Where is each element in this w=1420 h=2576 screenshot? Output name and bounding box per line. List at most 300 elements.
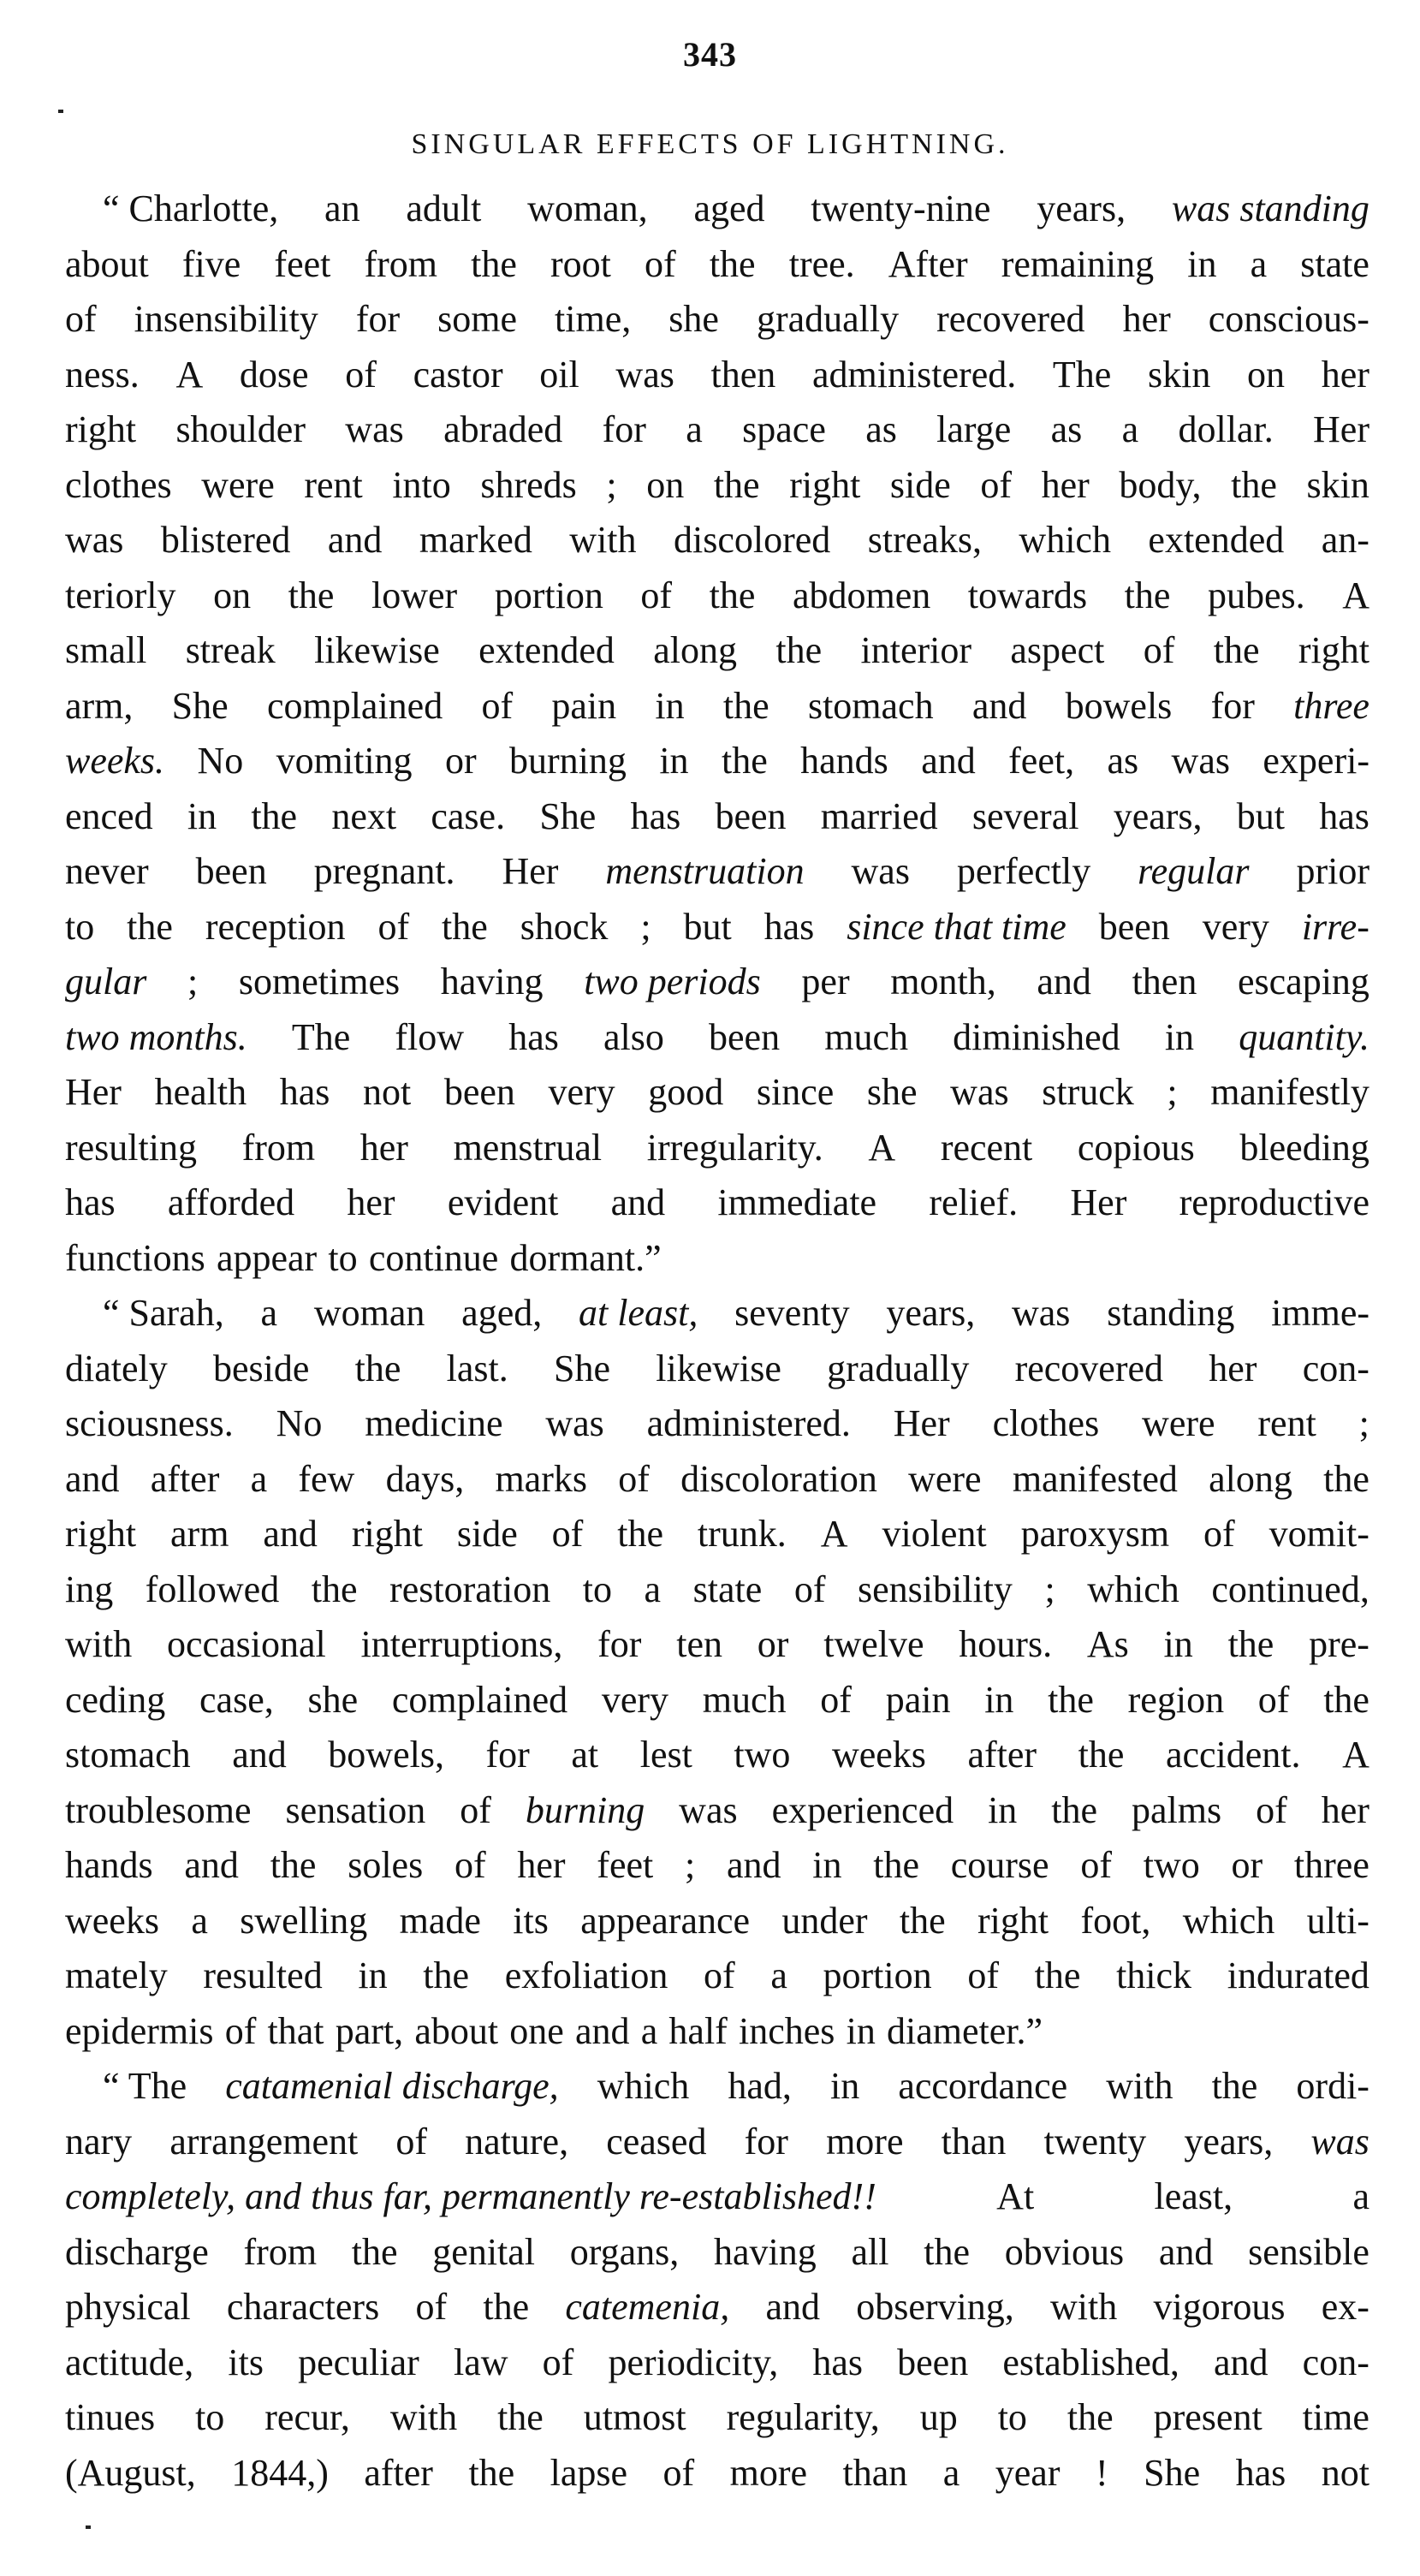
word: sensible [1248, 2230, 1369, 2273]
word: afforded [167, 1181, 295, 1223]
word: burning [509, 740, 627, 782]
word: A [1342, 1734, 1369, 1776]
word: she [866, 1071, 918, 1113]
word: She [1144, 2451, 1201, 2494]
word: the [468, 2451, 515, 2494]
word: (August, [65, 2451, 196, 2494]
word: which [1087, 1568, 1179, 1610]
word: diameter.” [887, 2009, 1043, 2052]
word: weeks [65, 1899, 159, 1942]
word: trunk. [697, 1513, 787, 1555]
word: good [648, 1071, 724, 1113]
word: ing [65, 1568, 114, 1610]
italic-word: catamenial discharge, [225, 2065, 559, 2107]
word: sometimes [238, 961, 401, 1002]
word: in [1164, 1015, 1195, 1058]
word: right [351, 1513, 423, 1555]
word: side [889, 463, 951, 506]
word: continue [368, 1236, 499, 1279]
word: of [793, 1568, 826, 1610]
word: in [187, 794, 217, 837]
word: Her [1070, 1181, 1127, 1223]
word: to [65, 905, 95, 948]
word: region [1127, 1678, 1225, 1721]
word: of [820, 1678, 852, 1721]
word: pre- [1309, 1623, 1369, 1665]
italic-word: catemenia, [565, 2286, 730, 2328]
word: the [1323, 1457, 1369, 1500]
word: hours. [959, 1623, 1053, 1665]
word: A [1342, 574, 1369, 616]
word: with [1050, 2286, 1118, 2328]
word: health [154, 1071, 247, 1113]
word: lower [371, 574, 458, 616]
word: escaping [1237, 961, 1369, 1002]
text-line [65, 1948, 1369, 2004]
word: for [597, 1623, 642, 1665]
word: never [65, 850, 149, 892]
word: portion [823, 1954, 932, 1996]
word: or [1231, 1844, 1263, 1886]
word: Her [893, 1402, 950, 1444]
word: the [288, 574, 335, 616]
word: few [298, 1457, 355, 1500]
text-line [65, 955, 1369, 1010]
text-line [65, 2280, 1369, 2335]
word: to [997, 2396, 1027, 2438]
word: restoration [389, 1568, 551, 1610]
word: has [65, 1181, 116, 1223]
word: state [1300, 242, 1369, 285]
text-line [65, 844, 1369, 900]
word: No [197, 740, 244, 782]
word: and [263, 1513, 318, 1555]
word: an- [1321, 519, 1369, 561]
word: about [414, 2009, 499, 2052]
word: having [440, 961, 544, 1002]
text-line [65, 2335, 1369, 2391]
word: then [710, 353, 776, 396]
word: nature, [465, 2120, 569, 2163]
word: extended [1148, 519, 1285, 561]
word: on [213, 574, 252, 616]
word: immediate [717, 1181, 877, 1223]
text-line [65, 1673, 1369, 1728]
word: at [571, 1734, 599, 1776]
text-line [65, 2225, 1369, 2281]
word: the [1227, 1623, 1274, 1665]
word: after [967, 1734, 1037, 1776]
word: a [942, 2451, 960, 2494]
word: into [392, 463, 451, 506]
word: towards [967, 574, 1088, 616]
word: the [270, 1844, 317, 1886]
word: the [423, 1954, 470, 1996]
word: and [574, 2009, 630, 2052]
italic-word: weeks. [65, 740, 165, 782]
word: ceased [606, 2120, 707, 2163]
word: twenty-nine [811, 187, 991, 229]
word: sensation [285, 1788, 426, 1831]
word: of [481, 684, 514, 727]
word: portion [494, 574, 603, 616]
word: large [936, 408, 1012, 450]
word: accordance [898, 2065, 1068, 2107]
word: aged [693, 187, 765, 229]
word: more [826, 2120, 904, 2163]
word: days, [385, 1457, 465, 1500]
word: tinues [65, 2396, 156, 2438]
word: medicine [365, 1402, 503, 1444]
text-line [65, 900, 1369, 955]
word: under [781, 1899, 868, 1942]
word: aspect [1010, 629, 1105, 671]
word: “ The [103, 2065, 187, 2107]
text-line [65, 2115, 1369, 2170]
word: shreds [480, 463, 577, 506]
word: feet [274, 242, 331, 285]
italic-word: quantity. [1239, 1015, 1369, 1058]
italic-word: since that time [847, 905, 1066, 948]
word: twenty [1043, 2120, 1147, 2163]
text-line [65, 1617, 1369, 1673]
word: discoloration [680, 1457, 877, 1500]
word: and [971, 684, 1027, 727]
word: the [1066, 2396, 1114, 2438]
word: followed [145, 1568, 280, 1610]
text-line [65, 1342, 1369, 1397]
word: as [1050, 408, 1083, 450]
word: up [919, 2396, 958, 2438]
word: or [444, 740, 477, 782]
word: of [662, 2451, 695, 2494]
word: established, [1002, 2341, 1179, 2383]
word: obvious [1004, 2230, 1125, 2273]
word: or [757, 1623, 789, 1665]
word: and [1214, 2341, 1268, 2383]
word: all [851, 2230, 889, 2273]
text-line [65, 1728, 1369, 1783]
word: that [267, 2009, 324, 2052]
word: ; [1358, 1402, 1369, 1444]
text-line [65, 2059, 1369, 2115]
word: feet [597, 1844, 654, 1886]
word: for [1210, 684, 1255, 727]
word: feet, [1008, 740, 1075, 782]
word: arm [170, 1513, 229, 1555]
word: and [610, 1181, 666, 1223]
word: of [551, 1513, 584, 1555]
word: marked [419, 519, 532, 561]
text-line [65, 237, 1369, 293]
word: which [597, 2065, 690, 2107]
word: ulti- [1306, 1899, 1369, 1942]
word: with [65, 1623, 133, 1665]
word: arrangement [169, 2120, 359, 2163]
word: she [307, 1678, 359, 1721]
word: a [686, 408, 703, 450]
word: abraded [443, 408, 563, 450]
word: streaks, [867, 519, 982, 561]
word: paroxysm [1020, 1513, 1170, 1555]
word: a [1352, 2175, 1369, 2217]
word: twelve [823, 1623, 924, 1665]
word: were [1142, 1402, 1215, 1444]
word: copious [1077, 1126, 1195, 1169]
word: case, [199, 1678, 274, 1721]
word: year [995, 2451, 1061, 2494]
word: inches [739, 2009, 835, 2052]
word: castor [413, 353, 503, 396]
word: appearance [580, 1899, 751, 1942]
word: characters [226, 2286, 380, 2328]
word: as [865, 408, 897, 450]
word: since [756, 1071, 835, 1113]
word: administered. [646, 1402, 851, 1444]
word: five [181, 242, 241, 285]
word: rent [304, 463, 363, 506]
word: the [1211, 2065, 1258, 2107]
word: arm, [65, 684, 134, 727]
page-number: 343 [683, 35, 737, 74]
word: has [1235, 2451, 1286, 2494]
word: indurated [1227, 1954, 1369, 1996]
word: the [722, 684, 769, 727]
word: from [243, 2230, 318, 2273]
word: was [65, 519, 124, 561]
word: right [65, 1513, 137, 1555]
word: month, [890, 961, 996, 1002]
word: periodicity, [608, 2341, 779, 2383]
word: tree. [788, 242, 855, 285]
word: thick [1116, 1954, 1192, 1996]
word: teriorly [65, 574, 176, 616]
word: and [921, 740, 976, 782]
word: the [497, 2396, 544, 2438]
word: pain [885, 1678, 951, 1721]
word: ex- [1321, 2286, 1369, 2328]
word: of [1257, 1678, 1290, 1721]
word: from [364, 242, 438, 285]
word: regularity, [726, 2396, 880, 2438]
word: years, [886, 1292, 976, 1334]
word: recent [940, 1126, 1033, 1169]
word: for [485, 1734, 530, 1776]
text-line [65, 181, 1369, 237]
text-line [65, 2390, 1369, 2446]
word: insensibility [134, 298, 318, 340]
word: in [659, 740, 689, 782]
word: having [714, 2230, 817, 2273]
word: one [509, 2009, 564, 2052]
word: of [980, 463, 1013, 506]
word: clothes [992, 1402, 1100, 1444]
word: right [977, 1899, 1049, 1942]
word: the [127, 905, 173, 948]
word: complained [391, 1678, 568, 1721]
word: two [1143, 1844, 1200, 1886]
word: shock [520, 905, 609, 948]
word: space [742, 408, 826, 450]
word: accident. [1165, 1734, 1301, 1776]
word: with [1106, 2065, 1173, 2107]
word: experi- [1263, 740, 1369, 782]
word: 1844,) [231, 2451, 329, 2494]
word: imme- [1271, 1292, 1369, 1334]
word: a [770, 1954, 787, 1996]
word: appear [216, 1236, 318, 1279]
word: The [291, 1015, 351, 1058]
word: sciousness. [65, 1402, 234, 1444]
body-text [65, 181, 1369, 2501]
word: and [1158, 2230, 1214, 2273]
word: her [1122, 298, 1171, 340]
word: “ Charlotte, [103, 187, 279, 229]
word: years, [1184, 2120, 1274, 2163]
word: A [820, 1513, 848, 1555]
word: ceding [65, 1678, 166, 1721]
word: likewise [314, 629, 440, 671]
word: has [508, 1015, 559, 1058]
word: several [971, 794, 1079, 837]
text-line [65, 623, 1369, 679]
word: a [250, 1457, 268, 1500]
word: A [868, 1126, 896, 1169]
word: very [601, 1678, 669, 1721]
word: After [888, 242, 968, 285]
word: utmost [583, 2396, 686, 2438]
word: continued, [1211, 1568, 1369, 1610]
word: adult [406, 187, 482, 229]
word: in [984, 1678, 1014, 1721]
word: the [471, 242, 517, 285]
word: resulted [203, 1954, 323, 1996]
word: palms [1132, 1788, 1222, 1831]
word: least, [1154, 2175, 1233, 2217]
word: in [988, 1788, 1018, 1831]
word: been [709, 1015, 781, 1058]
text-line [65, 789, 1369, 845]
word: a [640, 2009, 658, 2052]
italic-word: completely, and thus far, permanently re-established!! [65, 2175, 876, 2217]
word: and [1037, 961, 1091, 1002]
word: been [1098, 905, 1170, 948]
word: of [454, 1844, 486, 1886]
print-speck [58, 110, 63, 113]
word: At [996, 2175, 1035, 2217]
text-line [65, 2004, 1369, 2060]
italic-word: was [1310, 2120, 1369, 2163]
word: made [399, 1899, 481, 1942]
running-head: SINGULAR EFFECTS OF LIGHTNING. [411, 128, 1009, 160]
text-line [65, 402, 1369, 458]
word: and [184, 1844, 239, 1886]
word: married [820, 794, 938, 837]
word: discharge [65, 2230, 209, 2273]
word: small [65, 629, 147, 671]
word: has [279, 1071, 330, 1113]
word: interior [860, 629, 972, 671]
paragraph [65, 2059, 1369, 2501]
word: than [842, 2451, 908, 2494]
word: along [653, 629, 738, 671]
italic-word: at least, [579, 1292, 698, 1334]
word: conscious- [1208, 298, 1369, 340]
word: bleeding [1239, 1126, 1369, 1169]
word: has [763, 905, 815, 948]
word: The [1052, 353, 1112, 396]
word: foot, [1080, 1899, 1151, 1942]
word: has [1319, 794, 1369, 837]
word: the [709, 242, 756, 285]
word: years, [1037, 187, 1126, 229]
word: not [362, 1071, 412, 1113]
word: side [456, 1513, 518, 1555]
word: next [331, 794, 397, 837]
word: experienced [771, 1788, 954, 1831]
word: but [683, 905, 732, 948]
word: of [415, 2286, 448, 2328]
word: of [640, 574, 673, 616]
word: very [548, 1071, 615, 1113]
italic-word: burning [525, 1788, 645, 1831]
italic-word: gular [65, 961, 147, 1002]
word: had, [728, 2065, 792, 2107]
italic-word: was standing [1171, 187, 1369, 229]
word: time, [555, 298, 632, 340]
word: stomach [65, 1734, 191, 1776]
word: the [311, 1568, 358, 1610]
word: not [1321, 2451, 1369, 2494]
word: years, [1113, 794, 1203, 837]
word: of [345, 353, 377, 396]
word: and [327, 519, 383, 561]
word: of [542, 2341, 574, 2383]
word: the [251, 794, 298, 837]
word: was [950, 1071, 1009, 1113]
word: oil [539, 353, 579, 396]
word: on [1247, 353, 1286, 396]
word: ness. [65, 353, 140, 396]
word: was [679, 1788, 738, 1831]
word: manifested [1012, 1457, 1178, 1500]
word: dollar. [1178, 408, 1274, 450]
text-line [65, 568, 1369, 624]
text-line [65, 513, 1369, 568]
word: vigorous [1153, 2286, 1286, 2328]
word: remaining [1001, 242, 1155, 285]
word: Her [65, 1071, 122, 1113]
word: state [692, 1568, 763, 1610]
word: dormant.” [509, 1236, 662, 1279]
word: manifestly [1210, 1071, 1369, 1113]
word: has [812, 2341, 863, 2383]
word: in [1163, 1623, 1193, 1665]
word: a [1250, 242, 1268, 285]
word: irregularity. [646, 1126, 823, 1169]
text-line [65, 1783, 1369, 1839]
word: was [851, 850, 910, 892]
word: was [1012, 1292, 1071, 1334]
word: the [617, 1513, 663, 1555]
word: in [358, 1954, 388, 1996]
word: her [347, 1181, 395, 1223]
word: of [377, 905, 410, 948]
print-speck [86, 2525, 91, 2529]
word: Her [1313, 408, 1369, 450]
word: resulting [65, 1126, 197, 1169]
word: for [602, 408, 646, 450]
